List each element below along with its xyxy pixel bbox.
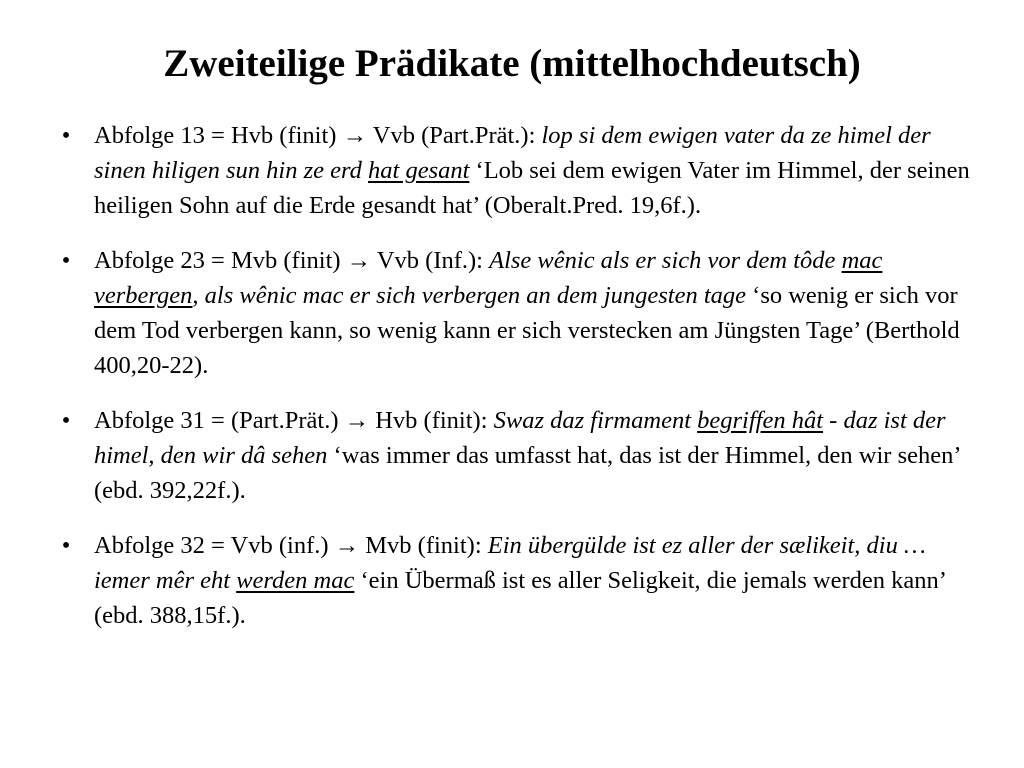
translation: ‘so wenig er sich vor dem Tod verbergen kann, so wenig kann er sich verstecken am Jüngsten Tage’ (Berthold 400,20-22). xyxy=(94,282,960,379)
sequence-label: Abfolge 23 = Mvb (finit) → Vvb (Inf.): xyxy=(94,247,490,274)
slide-title: Zweiteilige Prädikate (mittelhochdeutsch) xyxy=(163,42,861,85)
mhd-example: Ein übergülde ist ez aller der sælikeit, diu … iemer mêr eht xyxy=(94,532,926,594)
sequence-label: Abfolge 32 = Vvb (inf.) → Mvb (finit): xyxy=(94,532,488,559)
list-item xyxy=(56,403,976,508)
translation: ‘was immer das umfasst hat, das ist der Himmel, den wir sehen’ (ebd. 392,22f.). xyxy=(94,442,960,504)
bullet-icon: • xyxy=(61,247,71,274)
bullet-list xyxy=(56,118,976,653)
bullet-icon: • xyxy=(61,407,71,434)
sequence-label: Abfolge 31 = (Part.Prät.) → Hvb (finit): xyxy=(94,407,494,434)
mhd-example-verb: werden mac xyxy=(236,567,355,594)
bullet-icon: • xyxy=(61,122,71,149)
translation: ‘Lob sei dem ewigen Vater im Himmel, der seinen heiligen Sohn auf die Erde gesandt hat’ (Oberalt.Pred. 19,6f.). xyxy=(94,157,970,219)
list-item xyxy=(56,118,976,223)
sequence-label: Abfolge 13 = Hvb (finit) → Vvb (Part.Prät.): xyxy=(94,122,542,149)
mhd-example-verb: begriffen hât xyxy=(697,407,824,434)
mhd-example: lop si dem ewigen vater da ze himel der sinen hiligen sun hin ze erd xyxy=(94,122,931,184)
list-item xyxy=(56,243,976,383)
mhd-example: Swaz daz firmament xyxy=(493,407,698,434)
mhd-example-continuation: , als wênic mac er sich verbergen an dem jungesten tage xyxy=(192,282,747,309)
mhd-example: Alse wênic als er sich vor dem tôde xyxy=(489,247,842,274)
bullet-icon: • xyxy=(61,532,71,559)
list-item xyxy=(56,528,976,633)
translation: ‘ein Übermaß ist es aller Seligkeit, die jemals werden kann’ (ebd. 388,15f.). xyxy=(94,567,946,629)
mhd-example-verb: hat gesant xyxy=(368,157,470,184)
mhd-example-verb: mac verbergen xyxy=(94,247,883,309)
mhd-example-continuation: - daz ist der himel, den wir dâ sehen xyxy=(94,407,946,469)
